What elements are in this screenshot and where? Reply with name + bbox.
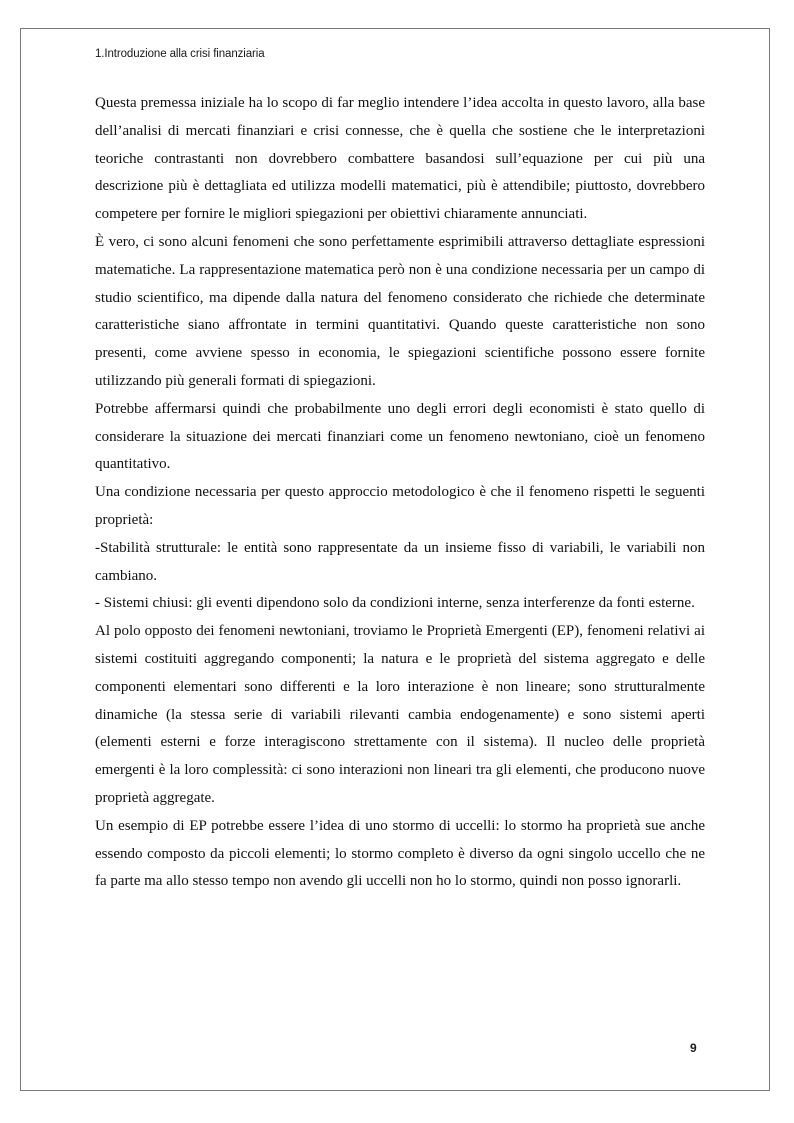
chapter-header: 1.Introduzione alla crisi finanziaria [95, 48, 265, 60]
paragraph-mathematical-expressions: È vero, ci sono alcuni fenomeni che sono perfettamente esprimibili attraverso dettagliate espressioni matematiche. La rappresentazione matematica però non è una condizione necessaria per un campo di studio scientifico, ma dipende dalla natura del fenomeno considerato che richiede che determinate caratteristiche siano affrontate in termini quantitativi. Quando queste caratteristiche non sono presenti, come avviene spesso in economia, le spiegazioni scientifiche possono essere fornite utilizzando più generali formati di spiegazioni. [95, 233, 705, 389]
paragraph-intro: Questa premessa iniziale ha lo scopo di far meglio intendere l’idea accolta in questo lavoro, alla base dell’analisi di mercati finanziari e crisi connesse, che è quella che sostiene che le interpretazioni teoriche contrastanti non dovrebbero combattere basandosi sull’equazione per cui più una descrizione più è dettagliata ed utilizza modelli matematici, più è attendibile; piuttosto, dovrebbero competere per fornire le migliori spiegazioni per obiettivi chiaramente annunciati. [95, 95, 705, 223]
paragraph-necessary-condition: Una condizione necessaria per questo approccio metodologico è che il fenomeno rispetti le seguenti proprietà: [95, 484, 705, 528]
page-number: 9 [690, 1041, 697, 1055]
paragraph-emergent-properties: Al polo opposto dei fenomeni newtoniani, troviamo le Proprietà Emergenti (EP), fenomeni relativi ai sistemi costituiti aggregando componenti; la natura e le proprietà del sistema aggregato e delle componenti elementari sono differenti e la loro interazione è non lineare; sono strutturalmente dinamiche (la stessa serie di variabili rilevanti cambia endogenamente) e sono sistemi aperti (elementi esterni e forze interagiscono strettamente con il sistema). Il nucleo delle proprietà emergenti è la loro complessità: ci sono interazioni non lineari tra gli elementi, che producono nuove proprietà aggregate. [95, 623, 705, 806]
paragraph-bird-flock-example: Un esempio di EP potrebbe essere l’idea di uno stormo di uccelli: lo stormo ha proprietà sue anche essendo composto da piccoli elementi; lo stormo completo è diverso da ogni singolo uccello che ne fa parte ma allo stesso tempo non avendo gli uccelli non ho lo stormo, quindi non posso ignorarli. [95, 817, 705, 890]
list-item-closed-systems: - Sistemi chiusi: gli eventi dipendono solo da condizioni interne, senza interferenze da fonti esterne. [95, 595, 695, 612]
list-item-structural-stability: -Stabilità strutturale: le entità sono rappresentate da un insieme fisso di variabili, le variabili non cambiano. [95, 539, 705, 584]
body-text [95, 90, 705, 896]
paragraph-newtonian-error: Potrebbe affermarsi quindi che probabilmente uno degli errori degli economisti è stato quello di considerare la situazione dei mercati finanziari come un fenomeno newtoniano, cioè un fenomeno quantitativo. [95, 400, 705, 473]
